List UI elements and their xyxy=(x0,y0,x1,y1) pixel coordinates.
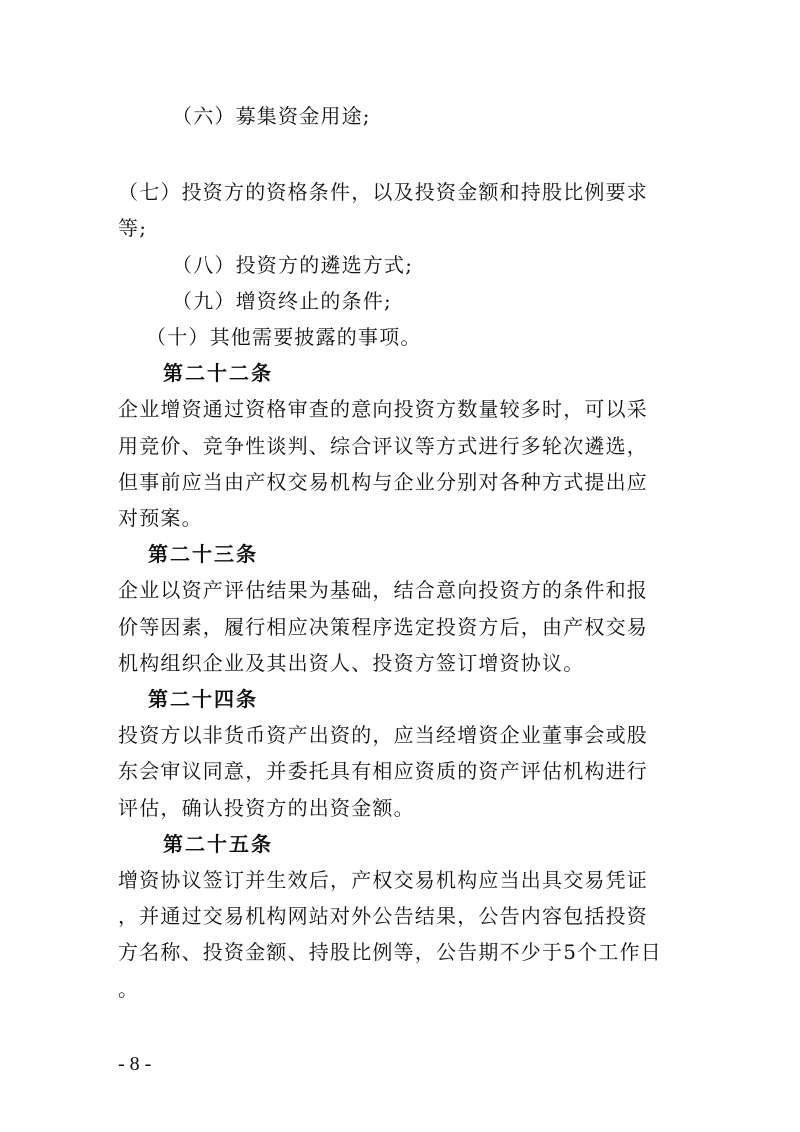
article-22-text-line: 对预案。 xyxy=(118,506,203,530)
item-7-continued: 等; xyxy=(118,216,148,240)
item-9: （九）增资终止的条件; xyxy=(172,289,392,313)
article-23-text-line: 价等因素，履行相应决策程序选定投资方后，由产权交易 xyxy=(118,615,648,639)
article-25-text-line: 方名称、投资金额、持股比例等，公告期不少于5个工作日 xyxy=(118,940,662,964)
item-8: （八）投资方的遴选方式; xyxy=(172,253,414,277)
article-22-text-line: 企业增资通过资格审查的意向投资方数量较多时，可以采 xyxy=(118,397,648,421)
article-22-text-line: 用竞价、竞争性谈判、综合评议等方式进行多轮次遴选， xyxy=(118,434,648,458)
article-25-heading: 第二十五条 xyxy=(163,832,273,856)
article-24-text-line: 东会审议同意，并委托具有相应资质的资产评估机构进行 xyxy=(118,759,648,783)
article-22-text-line: 但事前应当由产权交易机构与企业分别对各种方式提出应 xyxy=(118,470,648,494)
article-25-text-line: ，并通过交易机构网站对外公告结果，公告内容包括投资 xyxy=(118,904,648,928)
article-24-text-line: 评估，确认投资方的出资金额。 xyxy=(118,796,415,820)
article-24-text-line: 投资方以非货币资产出资的，应当经增资企业董事会或股 xyxy=(118,723,648,747)
article-25-text-line: 。 xyxy=(118,977,140,1001)
article-23-text-line: 企业以资产评估结果为基础，结合意向投资方的条件和报 xyxy=(118,578,648,602)
article-24-heading: 第二十四条 xyxy=(148,687,258,711)
article-23-heading: 第二十三条 xyxy=(148,542,258,566)
article-25-text-line: 增资协议签订并生效后，产权交易机构应当出具交易凭证 xyxy=(118,868,648,892)
item-6: （六）募集资金用途; xyxy=(172,104,371,128)
item-7: （七）投资方的资格条件，以及投资金额和持股比例要求 xyxy=(118,180,648,204)
article-23-text-line: 机构组织企业及其出资人、投资方签订增资协议。 xyxy=(118,651,585,675)
article-22-heading: 第二十二条 xyxy=(163,361,273,385)
item-10: （十）其他需要披露的事项。 xyxy=(146,325,422,349)
page-number: - 8 - xyxy=(118,1053,152,1075)
